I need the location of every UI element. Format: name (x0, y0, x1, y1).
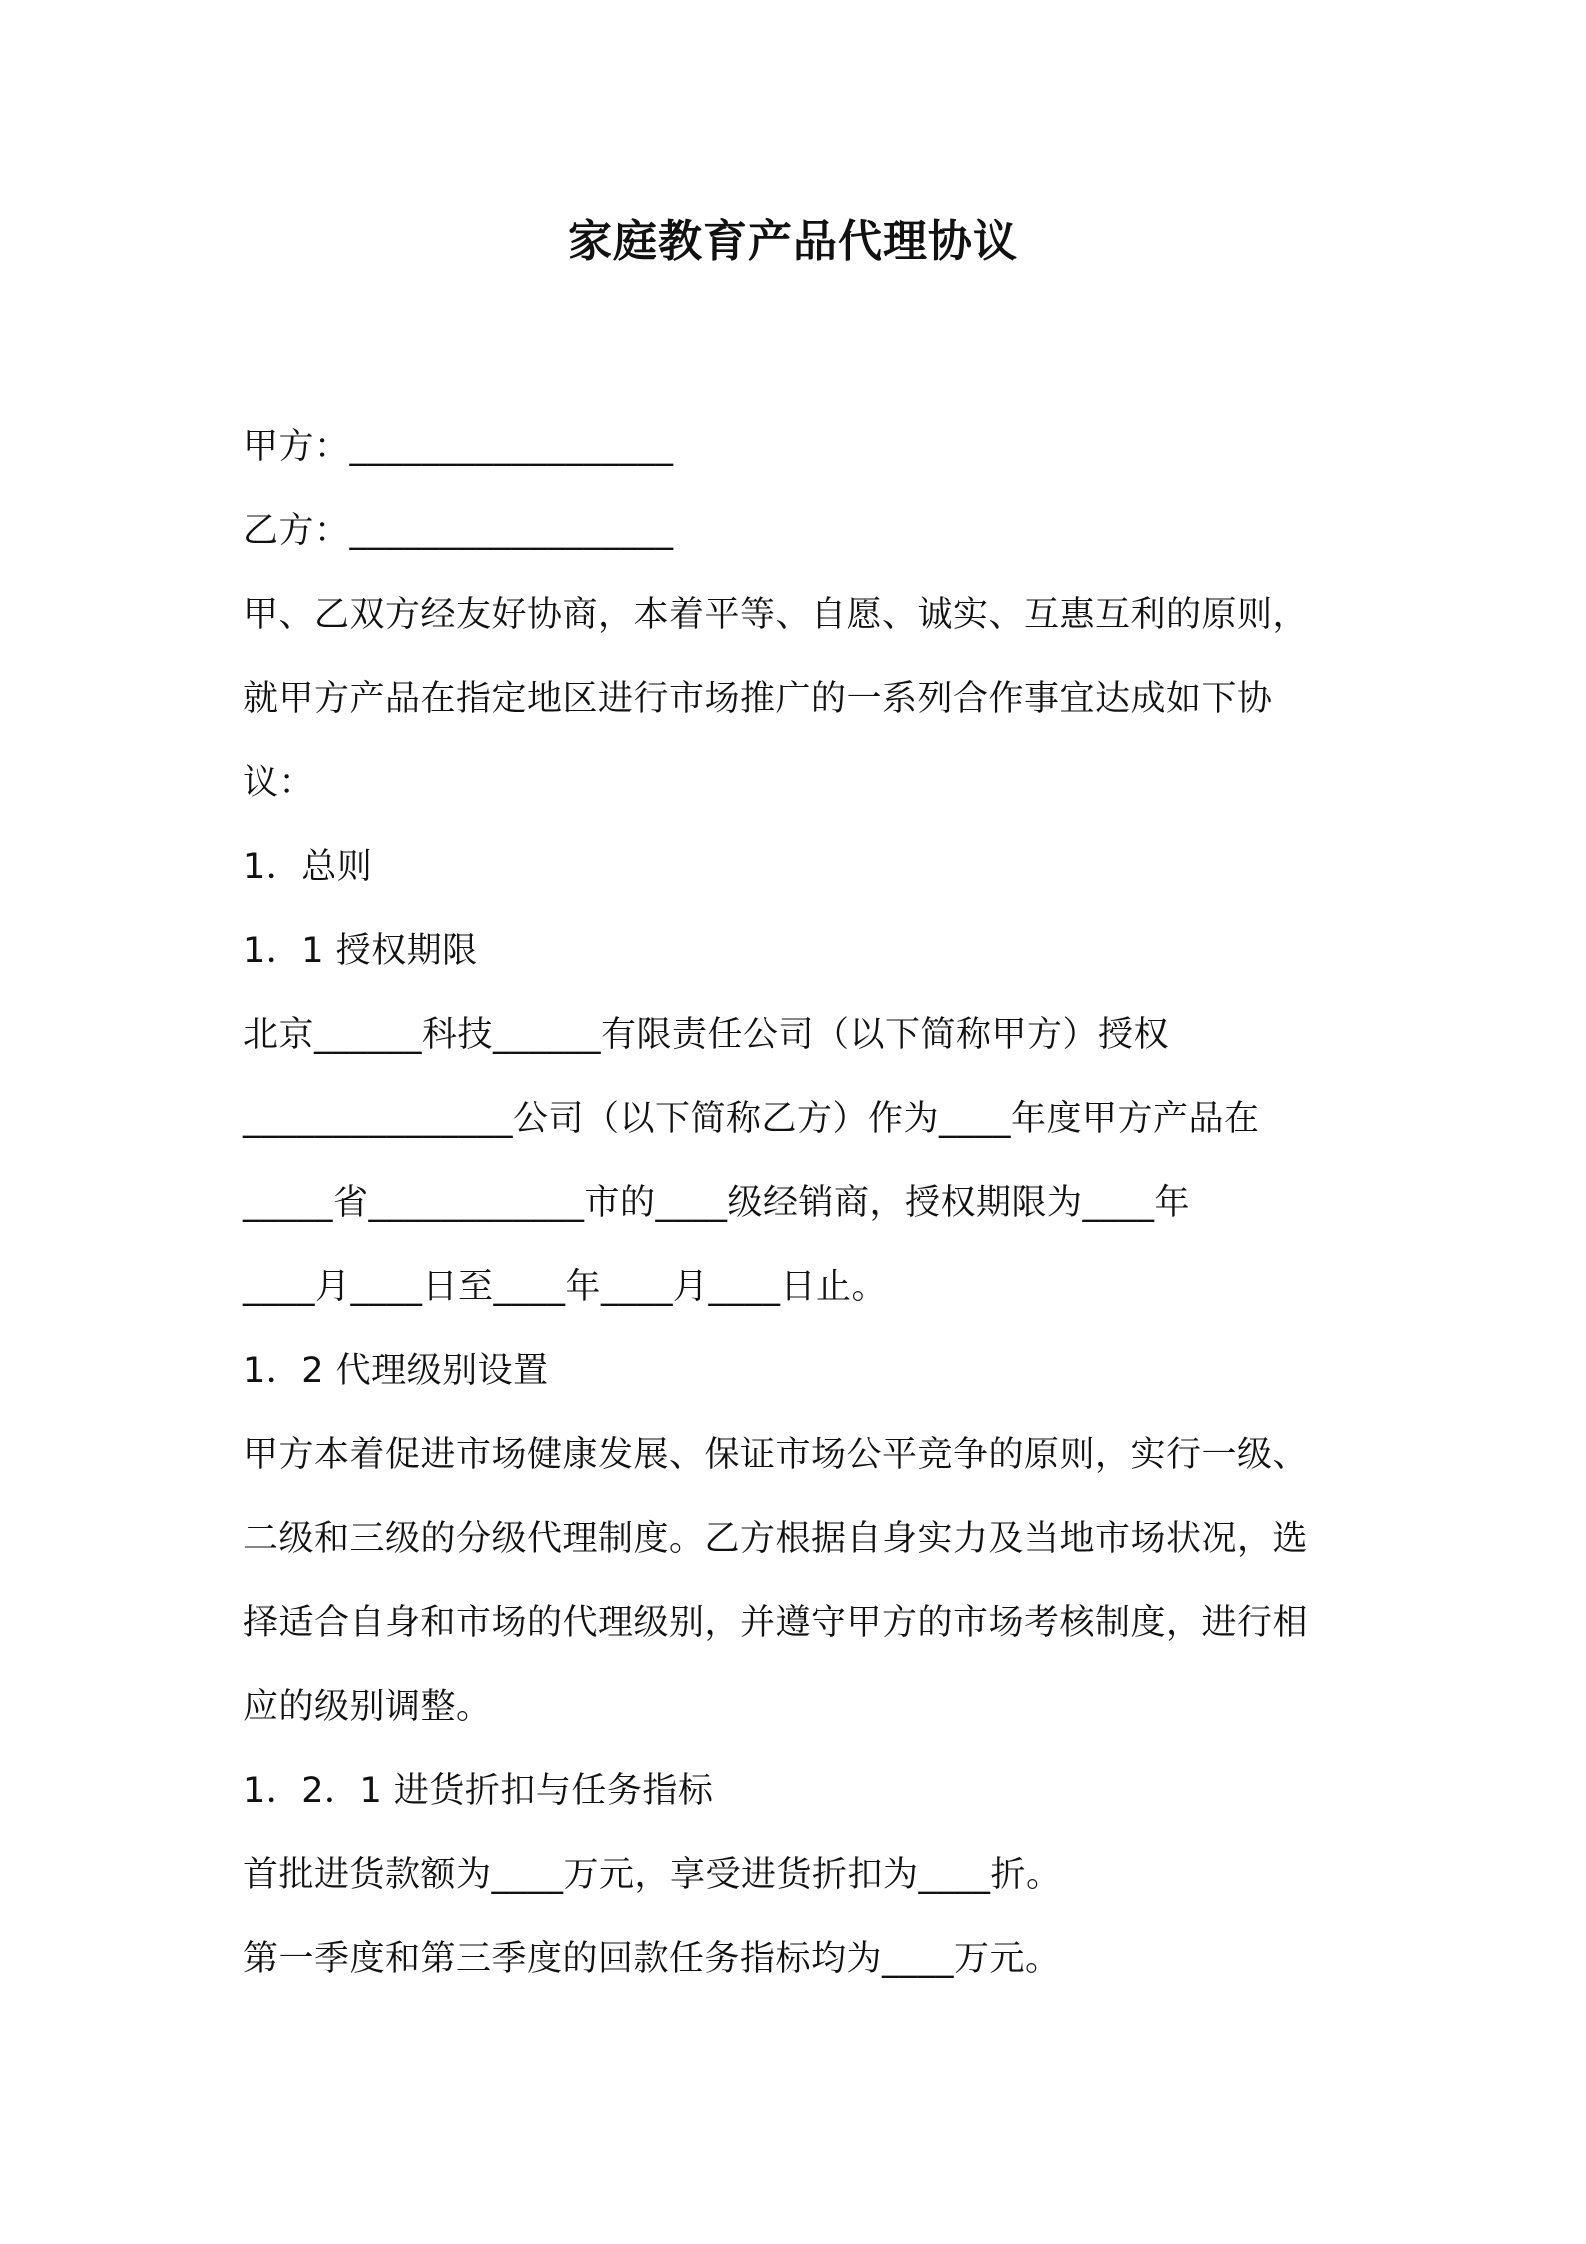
authorization-line-3: _____省____________市的____级经销商，授权期限为____年 (243, 1183, 1191, 1223)
section-heading-agent-level: 1．2 代理级别设置 (243, 1351, 549, 1391)
discount-line: 首批进货款额为____万元，享受进货折扣为____折。 (243, 1855, 1062, 1895)
section-heading-authorization-period: 1．1 授权期限 (243, 931, 478, 971)
party-a-line: 甲方：__________________ (243, 427, 674, 467)
authorization-line-2: _______________公司（以下简称乙方）作为____年度甲方产品在 (243, 1099, 1260, 1139)
target-line: 第一季度和第三季度的回款任务指标均为____万元。 (243, 1939, 1061, 1979)
section-heading-general: 1．总则 (243, 847, 373, 887)
document-body (243, 405, 1363, 2001)
agent-level-line-3: 择适合自身和市场的代理级别，并遵守甲方的市场考核制度，进行相 (243, 1603, 1309, 1643)
agent-level-line-1: 甲方本着促进市场健康发展、保证市场公平竞争的原则，实行一级、 (243, 1435, 1309, 1475)
section-heading-discount-targets: 1．2．1 进货折扣与任务指标 (243, 1771, 714, 1811)
preamble-line-3: 议： (243, 763, 315, 803)
agent-level-line-4: 应的级别调整。 (243, 1687, 492, 1727)
preamble-line-1: 甲、乙双方经友好协商，本着平等、自愿、诚实、互惠互利的原则， (243, 595, 1309, 635)
document-title: 家庭教育产品代理协议 (568, 216, 1018, 267)
party-b-line: 乙方：__________________ (243, 511, 674, 551)
agent-level-line-2: 二级和三级的分级代理制度。乙方根据自身实力及当地市场状况，选 (243, 1519, 1309, 1559)
authorization-line-4: ____月____日至____年____月____日止。 (243, 1267, 888, 1307)
preamble-line-2: 就甲方产品在指定地区进行市场推广的一系列合作事宜达成如下协 (243, 679, 1273, 719)
authorization-line-1: 北京______科技______有限责任公司（以下简称甲方）授权 (243, 1015, 1170, 1055)
